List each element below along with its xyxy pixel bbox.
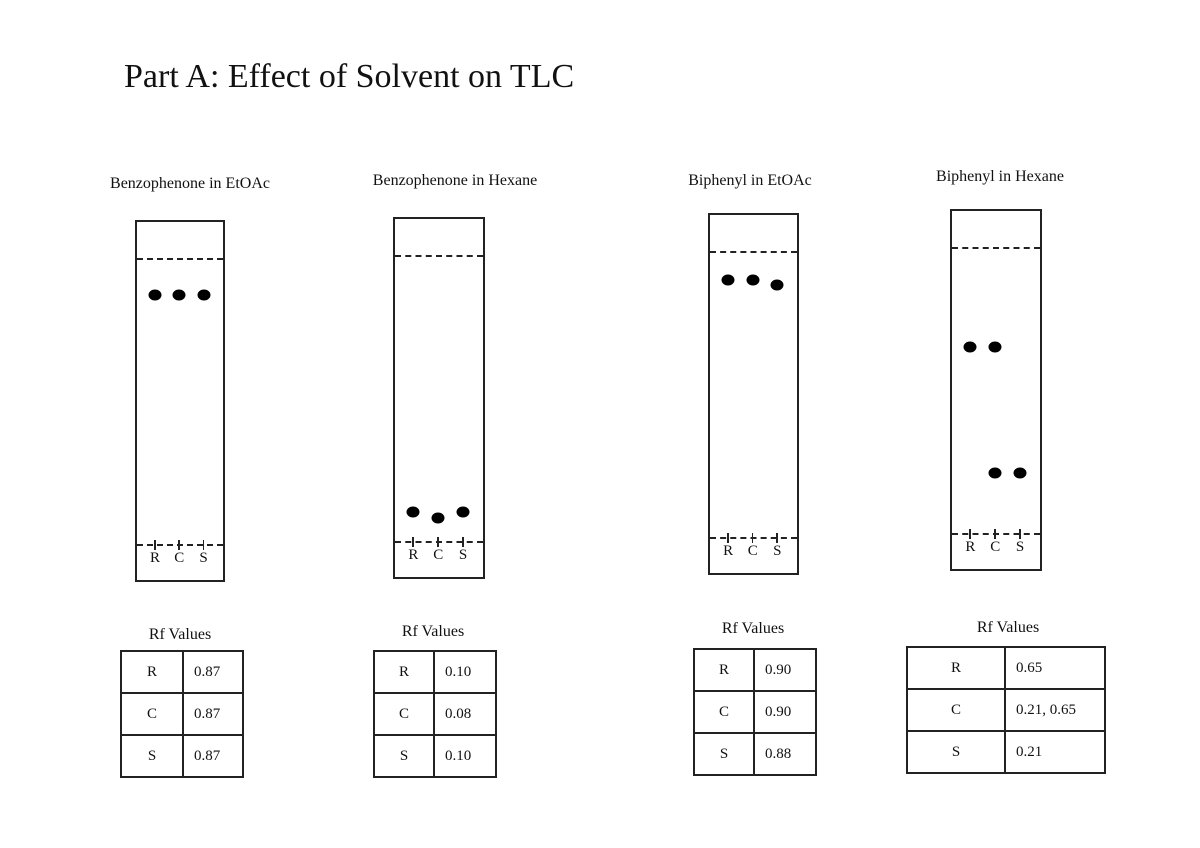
page-title: Part A: Effect of Solvent on TLC	[124, 58, 575, 95]
lane-label-c: C	[990, 539, 1001, 555]
lane-tick	[776, 533, 778, 543]
tlc-plate	[950, 209, 1042, 571]
origin-line	[952, 533, 1040, 535]
rf-lane-cell: C	[374, 693, 434, 735]
rf-value-cell: 0.21	[1005, 731, 1105, 773]
rf-row	[374, 693, 496, 735]
lane-tick	[412, 537, 414, 547]
rf-lane-cell: R	[694, 649, 754, 691]
tlc-spot	[173, 290, 186, 301]
lane-label-r: R	[408, 547, 419, 563]
solvent-front-line	[395, 255, 483, 257]
tlc-spot	[407, 507, 420, 518]
rf-values-caption: Rf Values	[976, 619, 1040, 636]
rf-value-cell: 0.87	[183, 735, 243, 777]
lane-tick	[178, 540, 180, 550]
plate-title: Biphenyl in Hexane	[936, 168, 1064, 185]
rf-lane-cell: S	[907, 731, 1005, 773]
lane-tick	[969, 529, 971, 539]
solvent-front-line	[952, 247, 1040, 249]
rf-row	[907, 731, 1105, 773]
lane-label-r: R	[723, 543, 734, 559]
rf-values-table	[906, 646, 1106, 774]
lane-label-c: C	[747, 543, 758, 559]
rf-value-cell: 0.08	[434, 693, 496, 735]
rf-values-caption: Rf Values	[148, 626, 212, 643]
rf-value-cell: 0.87	[183, 693, 243, 735]
rf-row	[907, 689, 1105, 731]
tlc-spot	[1014, 467, 1027, 478]
rf-row	[694, 733, 816, 775]
tlc-spot	[432, 513, 445, 524]
tlc-spot	[989, 342, 1002, 353]
tlc-spot	[989, 467, 1002, 478]
rf-row	[694, 691, 816, 733]
rf-lane-cell: S	[374, 735, 434, 777]
solvent-front-line	[137, 258, 223, 260]
rf-row	[121, 735, 243, 777]
tlc-plate	[708, 213, 799, 575]
rf-values-caption: Rf Values	[721, 620, 785, 637]
lane-tick	[154, 540, 156, 550]
lane-tick	[1019, 529, 1021, 539]
rf-row	[374, 735, 496, 777]
rf-row	[907, 647, 1105, 689]
rf-value-cell: 0.21, 0.65	[1005, 689, 1105, 731]
rf-value-cell: 0.90	[754, 649, 816, 691]
tlc-plate	[135, 220, 225, 582]
lane-label-s: S	[773, 543, 782, 559]
lane-label-c: C	[433, 547, 444, 563]
tlc-spot	[197, 290, 210, 301]
lane-label-s: S	[458, 547, 468, 563]
origin-line	[395, 541, 483, 543]
lane-label-s: S	[199, 550, 208, 566]
rf-lane-cell: S	[121, 735, 183, 777]
plate-title: Benzophenone in EtOAc	[110, 175, 270, 192]
lane-tick	[462, 537, 464, 547]
rf-values-caption: Rf Values	[401, 623, 465, 640]
rf-values-table	[120, 650, 244, 778]
tlc-spot	[964, 342, 977, 353]
rf-lane-cell: R	[121, 651, 183, 693]
rf-values-table	[693, 648, 817, 776]
lane-tick	[994, 529, 996, 539]
origin-line	[137, 544, 223, 546]
tlc-spot	[722, 274, 735, 285]
lane-label-r: R	[965, 539, 976, 555]
tlc-spot	[746, 274, 759, 285]
rf-value-cell: 0.90	[754, 691, 816, 733]
lane-label-r: R	[149, 550, 161, 566]
rf-value-cell: 0.87	[183, 651, 243, 693]
rf-value-cell: 0.65	[1005, 647, 1105, 689]
lane-label-c: C	[174, 550, 185, 566]
rf-lane-cell: S	[694, 733, 754, 775]
plate-title: Benzophenone in Hexane	[372, 172, 538, 189]
rf-row	[121, 693, 243, 735]
tlc-spot	[149, 290, 162, 301]
rf-values-table	[373, 650, 497, 778]
rf-lane-cell: C	[121, 693, 183, 735]
lane-tick	[437, 537, 439, 547]
lane-label-s: S	[1015, 539, 1025, 555]
rf-row	[374, 651, 496, 693]
tlc-spot	[457, 507, 470, 518]
tlc-plate	[393, 217, 485, 579]
rf-value-cell: 0.10	[434, 735, 496, 777]
plate-title: Biphenyl in EtOAc	[688, 172, 812, 189]
rf-lane-cell: C	[907, 689, 1005, 731]
lane-tick	[727, 533, 729, 543]
rf-row	[121, 651, 243, 693]
rf-value-cell: 0.88	[754, 733, 816, 775]
lane-tick	[752, 533, 754, 543]
rf-lane-cell: R	[374, 651, 434, 693]
tlc-spot	[771, 280, 784, 291]
origin-line	[710, 537, 797, 539]
rf-row	[694, 649, 816, 691]
rf-lane-cell: R	[907, 647, 1005, 689]
rf-lane-cell: C	[694, 691, 754, 733]
solvent-front-line	[710, 251, 797, 253]
lane-tick	[203, 540, 205, 550]
rf-value-cell: 0.10	[434, 651, 496, 693]
